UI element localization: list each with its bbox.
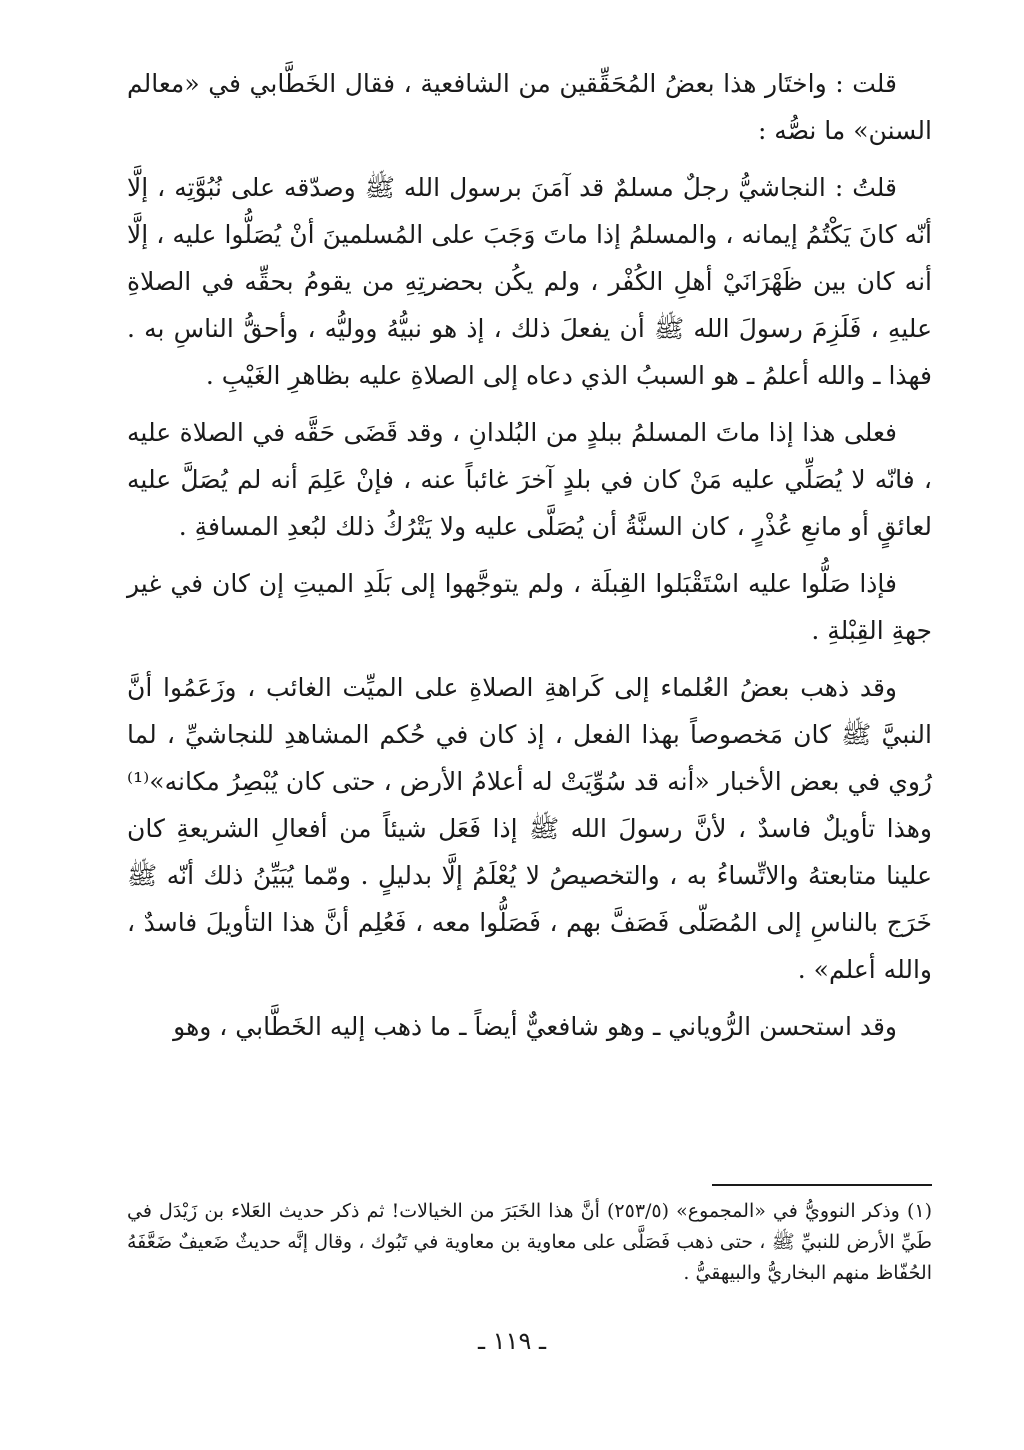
- paragraph: قلت : واختَار هذا بعضُ المُحَقِّقين من الشافعية ، فقال الخَطَّابي في «معالم السنن» ما نصُّه :: [127, 69, 932, 145]
- paragraph: وقد ذهب بعضُ العُلماء إلى كَراهةِ الصلاةِ على الميِّت الغائب ، وزَعَمُوا أنَّ النبيَّ ﷺ كان مَخصوصاً بهذا الفعل ، إذ كان في حُكم المشاهدِ للنجاشيِّ ، لما رُوي في بعض الأخبار «أنه قد سُوِّيَتْ له أعلامُ الأرض ، حتى كان يُبْصِرُ مكانه»⁽¹⁾ وهذا تأويلٌ فاسدٌ ، لأنَّ رسولَ الله ﷺ إذا فَعَل شيئاً من أفعالِ الشريعةِ كان علينا متابعتهُ والاتِّساءُ به ، والتخصيصُ لا يُعْلَمُ إلَّا بدليلٍ . ومّما يُبَيِّنُ ذلك أنّه ﷺ خَرَج بالناسِ إلى المُصَلّى فَصَفَّ بهم ، فَصَلُّوا معه ، فَعُلِم أنَّ هذا التأويلَ فاسدٌ ، والله أعلم» .: [127, 673, 932, 984]
- footnote-divider: [712, 1184, 932, 1186]
- main-text: [127, 60, 932, 1060]
- paragraph: فإذا صَلُّوا عليه اسْتَقْبَلوا القِبلَة ، ولم يتوجَّهوا إلى بَلَدِ الميتِ إن كان في غير جهةِ القِبْلةِ .: [127, 569, 932, 645]
- footnotes: [127, 1196, 932, 1289]
- paragraph: وقد استحسن الرُّوياني ـ وهو شافعيٌّ أيضاً ـ ما ذهب إليه الخَطَّابي ، وهو: [173, 1012, 897, 1041]
- footnote: (١) وذكر النوويُّ في «المجموع» (٢٥٣/٥) أنَّ هذا الخَبَرَ من الخيالات! ثم ذكر حديث العَلاء بن زَيْدَل في طَيِّ الأرض للنبيِّ ﷺ ، حتى ذهب فَصَلَّى على معاوية بن معاوية في تَبُوك ، وقال إنَّه حديثٌ ضَعيفٌ ضَعَّفَهُ الحُفّاظ منهم البخاريُّ والبيهقيُّ .: [127, 1200, 933, 1284]
- paragraph: قلتُ : النجاشيُّ رجلٌ مسلمٌ قد آمَنَ برسول الله ﷺ وصدّقه على نُبُوَّتِه ، إلَّا أنّه كانَ يَكْتُمُ إيمانه ، والمسلمُ إذا ماتَ وَجَبَ على المُسلمينَ أنْ يُصَلُّوا عليه ، إلَّا أنه كان بين ظَهْرَانَيْ أهلِ الكُفْر ، ولم يكُن بحضرتِهِ من يقومُ بحقِّه في الصلاةِ عليهِ ، فَلَزِمَ رسولَ الله ﷺ أن يفعلَ ذلك ، إذ هو نبيُّهُ ووليُّه ، وأحقُّ الناسِ به . فهذا ـ والله أعلمُ ـ هو السببُ الذي دعاه إلى الصلاةِ عليه بظاهرِ الغَيْبِ .: [127, 173, 932, 390]
- page-number: ـ ١١٩ ـ: [477, 1327, 546, 1355]
- paragraph: فعلى هذا إذا ماتَ المسلمُ ببلدٍ من البُلدانِ ، وقد قَضَى حَقَّه في الصلاة عليه ، فانّه لا يُصَلِّي عليه مَنْ كان في بلدٍ آخرَ غائباً عنه ، فإنْ عَلِمَ أنه لم يُصَلَّ عليه لعائقٍ أو مانعِ عُذْرٍ ، كان السنَّةُ أن يُصَلَّى عليه ولا يَتْرُكُ ذلك لبُعدِ المسافةِ .: [127, 418, 932, 541]
